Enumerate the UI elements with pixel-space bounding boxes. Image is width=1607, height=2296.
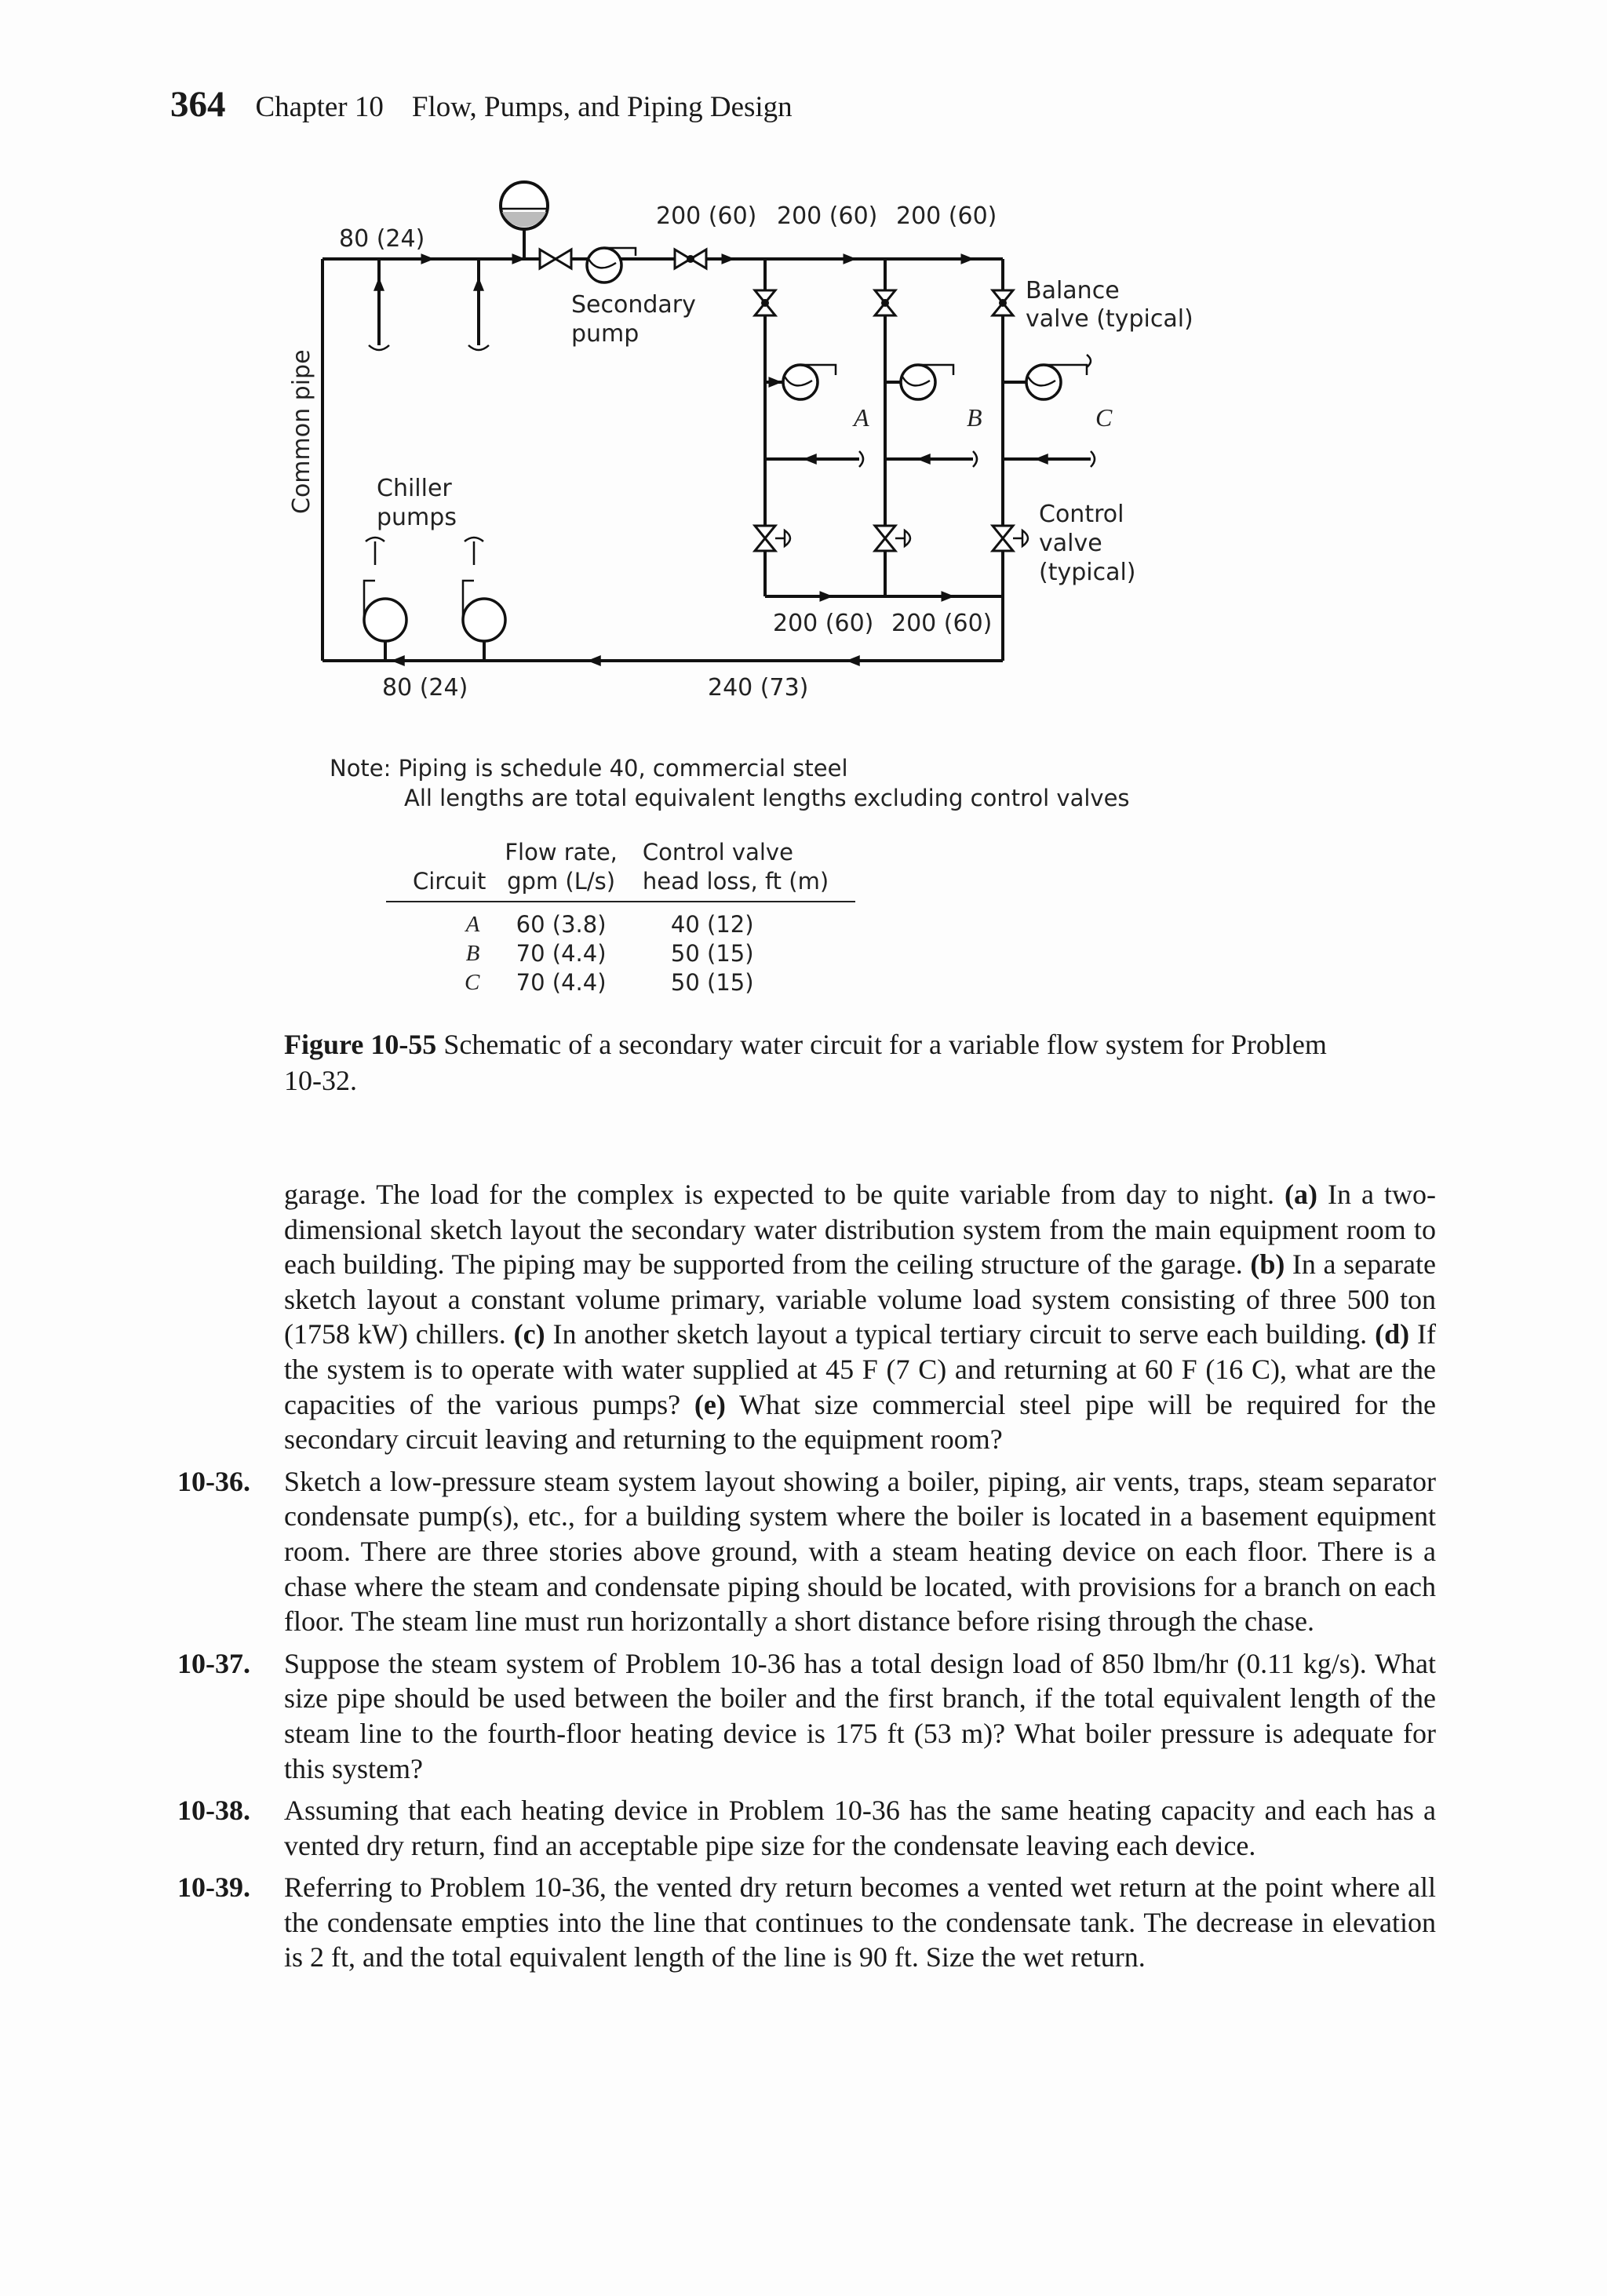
note-line-2: All lengths are total equivalent lengths excluding control valves bbox=[404, 785, 1130, 811]
figure-caption bbox=[284, 1026, 1367, 1099]
balance-valve-b-icon bbox=[875, 290, 895, 315]
control-valve-label-2: valve bbox=[1039, 530, 1102, 557]
check-valve-icon bbox=[675, 250, 706, 268]
control-valve-b-icon bbox=[875, 526, 910, 551]
secondary-pump-label-2: pump bbox=[571, 320, 640, 348]
branch-pump-c-icon bbox=[1003, 355, 1091, 399]
chiller-pump-2-icon bbox=[463, 538, 505, 661]
circuit-c-label: C bbox=[1095, 403, 1113, 432]
circuit-table bbox=[386, 838, 855, 997]
top-left-flow-label: 80 (24) bbox=[339, 225, 425, 253]
chiller-pump-1-icon bbox=[364, 538, 406, 661]
branch-pump-a-icon bbox=[765, 365, 836, 399]
problem-number: 10-39. bbox=[177, 1871, 250, 1904]
chapter-label: Chapter 10 bbox=[255, 91, 384, 123]
chapter-title: Flow, Pumps, and Piping Design bbox=[411, 91, 793, 123]
table-header-row bbox=[386, 838, 855, 902]
problem-text: Assuming that each heating device in Problem 10-36 has the same heating capacity and each has a vented dry return, find an acceptable pipe size for the condensate leaving each device. bbox=[284, 1795, 1436, 1861]
gate-valve-icon bbox=[540, 250, 571, 268]
note-line-1: Note: Piping is schedule 40, commercial steel bbox=[330, 755, 848, 782]
bottom-left-flow-label: 80 (24) bbox=[382, 674, 468, 702]
circuit-b-label: B bbox=[967, 403, 982, 432]
caption-label: Figure 10-55 bbox=[284, 1029, 437, 1060]
piping-schematic bbox=[0, 0, 1607, 753]
bottom-main-flow-label: 240 (73) bbox=[708, 674, 809, 702]
circuit-a-label: A bbox=[854, 403, 869, 432]
table-row: C 70 (4.4) 50 (15) bbox=[465, 969, 754, 996]
top-flow-label-1: 200 (60) bbox=[656, 202, 757, 230]
problem-10-39 bbox=[177, 1870, 1436, 1975]
common-pipe-label: Common pipe bbox=[288, 349, 315, 514]
balance-valve-a-icon bbox=[755, 290, 775, 315]
problem-10-37 bbox=[177, 1646, 1436, 1786]
return-flow-label-2: 200 (60) bbox=[891, 610, 993, 637]
top-flow-label-3: 200 (60) bbox=[896, 202, 997, 230]
return-flow-label-1: 200 (60) bbox=[773, 610, 874, 637]
body-text bbox=[177, 1177, 1436, 1975]
chiller-pumps-label: Chiller bbox=[377, 475, 452, 502]
caption-text: Schematic of a secondary water circuit for a variable flow system for Problem 10-32. bbox=[284, 1029, 1327, 1096]
problem-number: 10-37. bbox=[177, 1647, 250, 1679]
problem-10-36 bbox=[177, 1464, 1436, 1639]
chiller-pumps-label-2: pumps bbox=[377, 504, 457, 531]
branch-pump-b-icon bbox=[885, 365, 953, 399]
secondary-pump-icon bbox=[587, 248, 636, 282]
top-flow-label-2: 200 (60) bbox=[777, 202, 878, 230]
problem-10-38 bbox=[177, 1793, 1436, 1863]
problem-text: Referring to Problem 10-36, the vented dry return becomes a vented wet return at the point where all the condensate empties into the line that continues to the condensate tank. The decrease in elevation is 2 ft, and the total equivalent length of the line is 90 ft. Size the wet return. bbox=[284, 1871, 1436, 1973]
chiller-supply-taps bbox=[369, 259, 489, 350]
header-circuit: Circuit bbox=[386, 838, 495, 902]
balance-valve-c-icon bbox=[993, 290, 1013, 315]
problem-number: 10-36. bbox=[177, 1465, 250, 1497]
continuation-paragraph: garage. The load for the complex is expected to be quite variable from day to night. (a) In a two-dimensional sketch layout the secondary water distribution system from the main equipment room to each building. The piping may be supported from the ceiling structure of the garage. (b) In a separate sketch layout a constant volume primary, variable volume load system consisting of three 500 ton (1758 kW) chillers. (c) In another sketch layout a typical tertiary circuit to serve each building. (d) If the system is to operate with water supplied at 45 F (7 C) and returning at 60 F (16 C), what are the capacities of the various pumps? (e) What size commercial steel pipe will be required for the secondary circuit leaving and returning to the equipment room? bbox=[284, 1179, 1436, 1456]
secondary-pump-label: Secondary bbox=[571, 291, 696, 319]
table-row: A 60 (3.8) 40 (12) bbox=[465, 911, 754, 938]
table-row: B 70 (4.4) 50 (15) bbox=[465, 940, 754, 967]
problem-text: Suppose the steam system of Problem 10-36 has a total design load of 850 lbm/hr (0.11 kg/s). What size pipe should be used between the boiler and the first branch, if the total equivalent length of the steam line to the fourth-floor heating device is 175 ft (53 m)? What boiler pressure is adequate for this system? bbox=[284, 1647, 1436, 1784]
control-valve-label: Control bbox=[1039, 501, 1124, 528]
problem-number: 10-38. bbox=[177, 1795, 250, 1827]
balance-valve-label: Balance bbox=[1026, 277, 1120, 304]
control-valve-a-icon bbox=[755, 526, 790, 551]
figure-note bbox=[330, 753, 1130, 813]
page-number: 364 bbox=[170, 84, 226, 125]
control-valve-label-3: (typical) bbox=[1039, 559, 1136, 586]
problem-text: Sketch a low-pressure steam system layout showing a boiler, piping, air vents, traps, steam separator condensate pump(s), etc., for a building system where the boiler is located in a basement equipment room. There are three stories above ground, with a steam heating device on each floor. There is a chase where the steam and condensate piping should be located, with provisions for a branch on each floor. The steam line must run horizontally a short distance before rising through the chase. bbox=[284, 1465, 1436, 1638]
balance-valve-label-2: valve (typical) bbox=[1026, 305, 1193, 333]
control-valve-c-icon bbox=[993, 526, 1028, 551]
header-flow: Flow rate, gpm (L/s) bbox=[495, 838, 627, 902]
expansion-tank bbox=[501, 182, 548, 259]
header-valve-loss: Control valve head loss, ft (m) bbox=[627, 838, 855, 902]
